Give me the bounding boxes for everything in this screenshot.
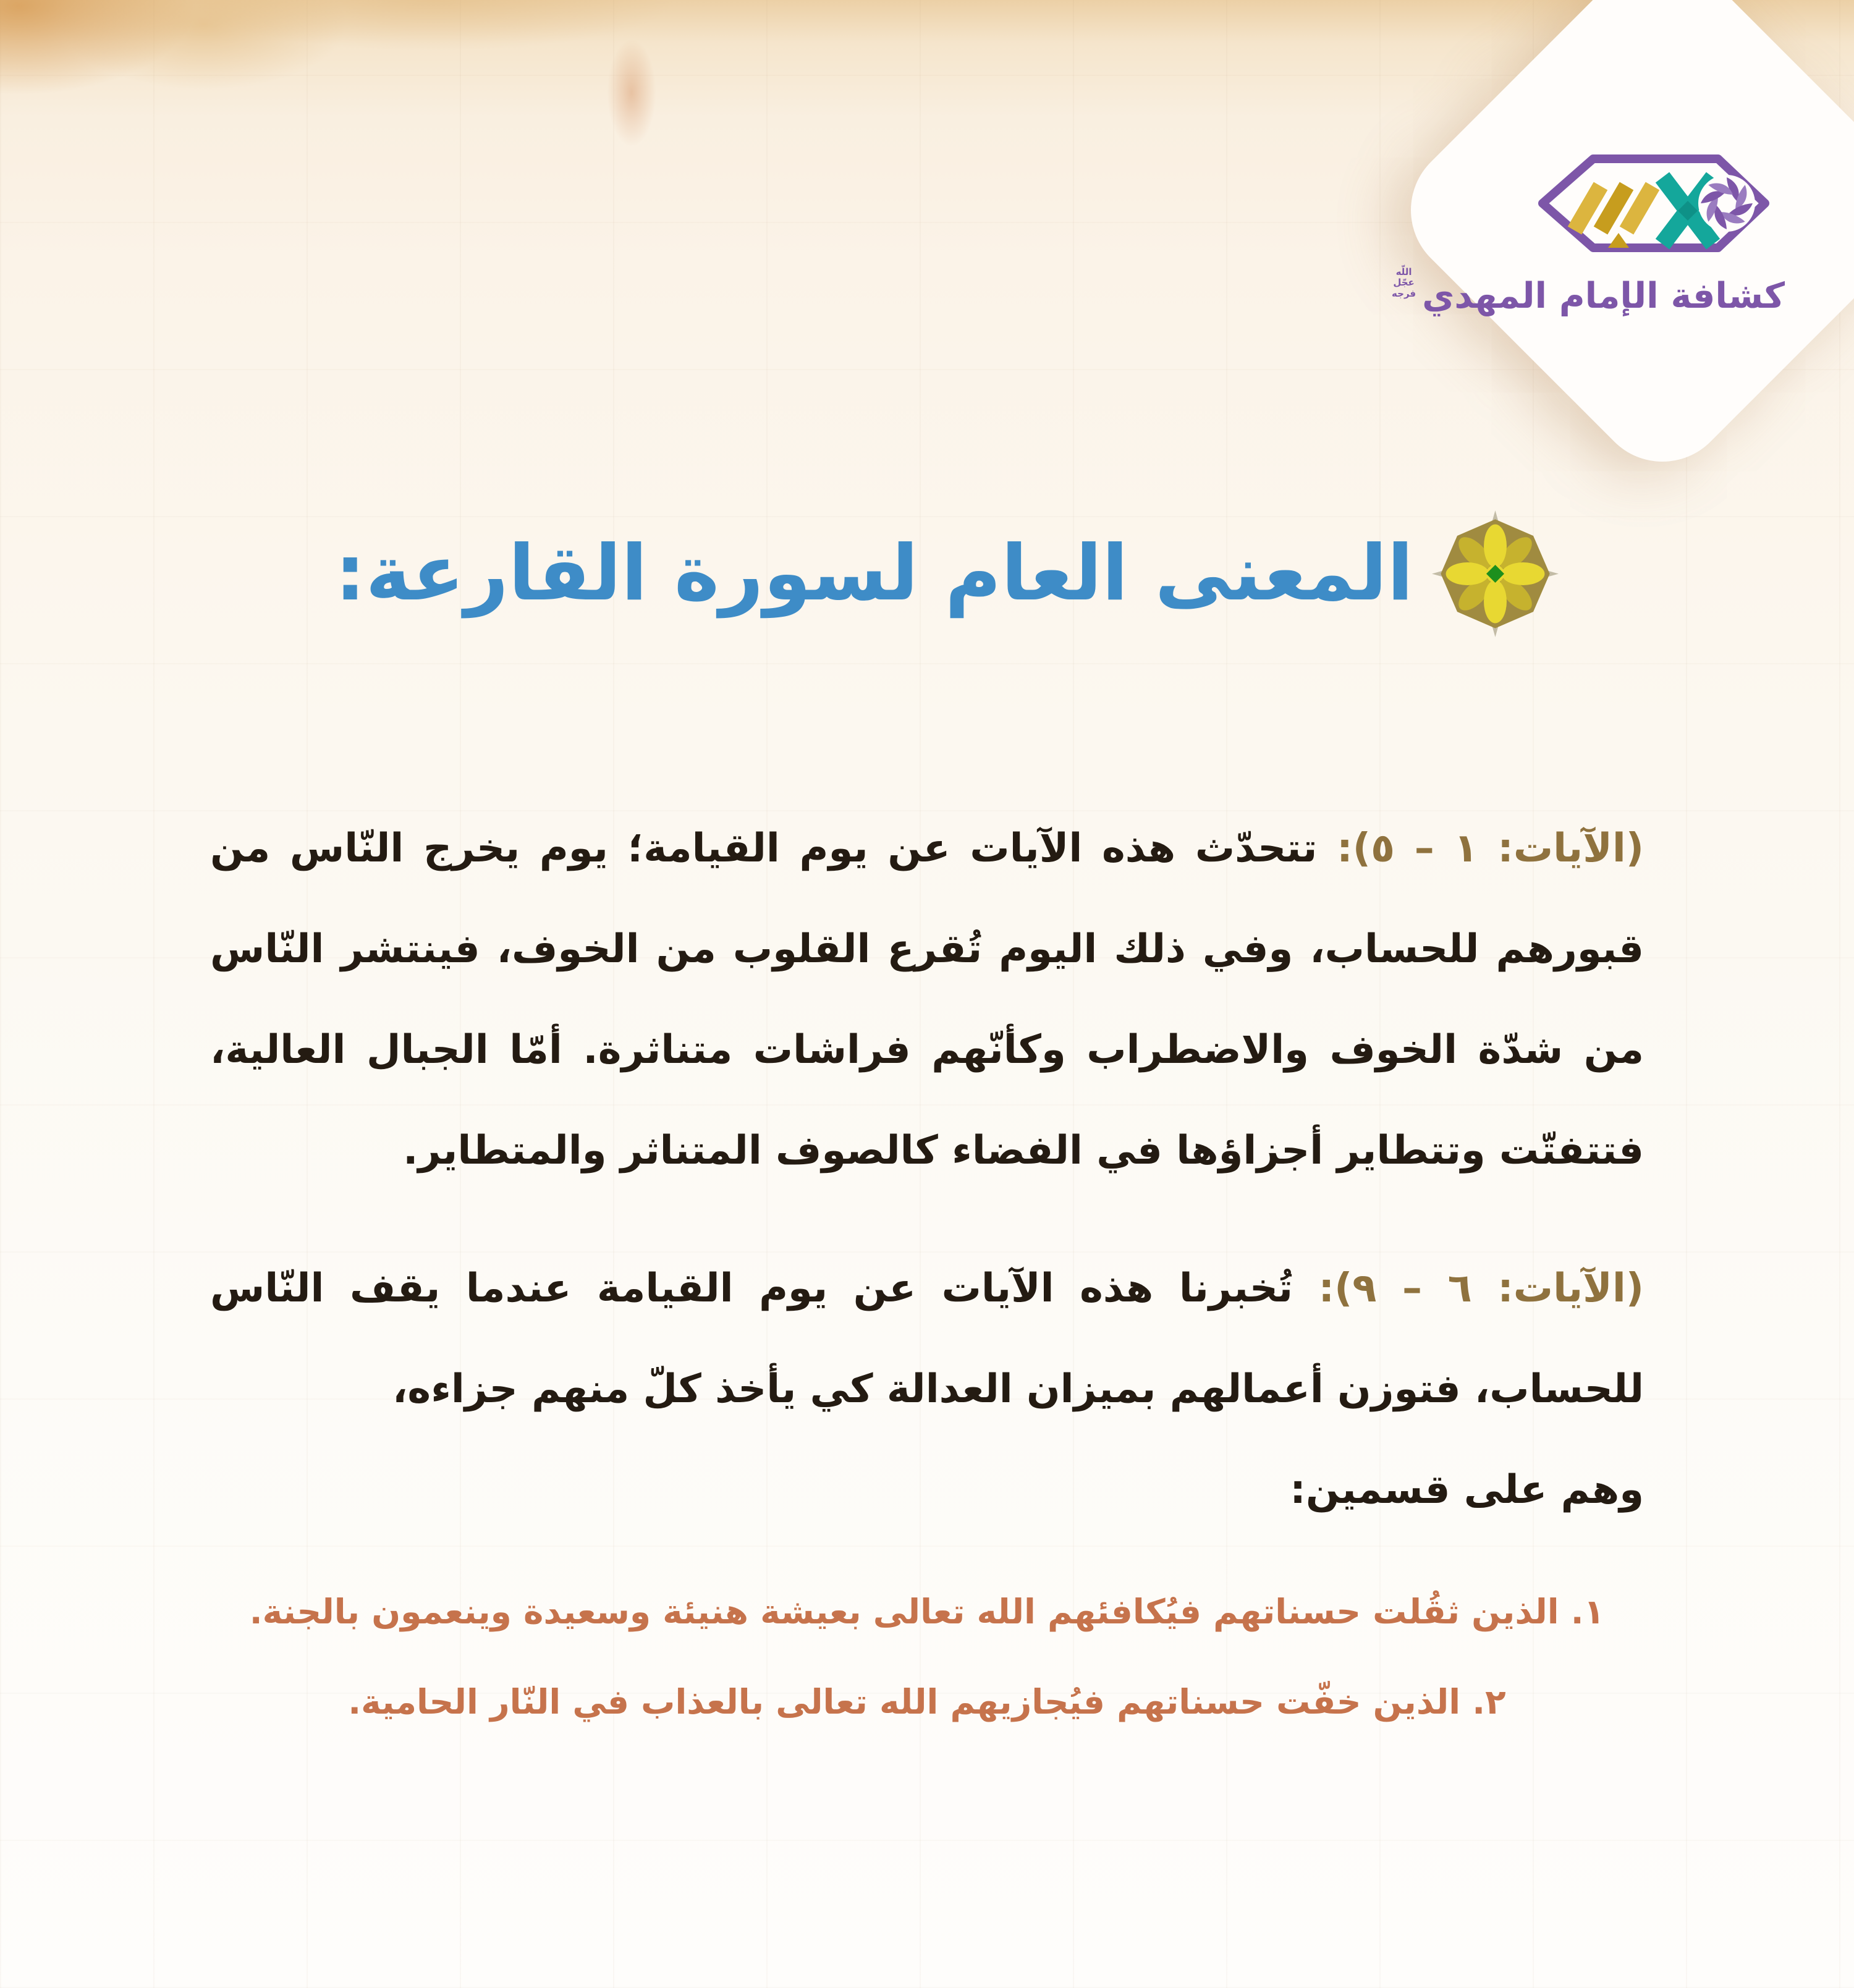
paragraph-text: تُخبرنا هذه الآيات عن يوم القيامة عندما يقف النّاس للحساب، فتوزن أعمالهم بميزان العدالة كي يأخذ كلّ منهم جزاءه، — [210, 1266, 1644, 1412]
scouts-logo-hexagon-icon — [1535, 150, 1772, 256]
honorific-mark — [1392, 267, 1416, 299]
section-heading — [222, 510, 1559, 637]
honorific-line: فرجه — [1392, 287, 1416, 299]
ornament-star-icon — [1432, 510, 1559, 637]
paragraph-tail-text: وهم على قسمين: — [1290, 1467, 1644, 1513]
honorific-line: عجّل — [1393, 277, 1415, 289]
list-item: ٢. الذين خفّت حسناتهم فيُجازيهم الله تعالى بالعذاب في النّار الحامية. — [348, 1682, 1506, 1722]
paragraph-verses-1-5 — [210, 798, 1644, 1201]
honorific-line: اللّه — [1395, 266, 1412, 277]
numbered-points-list — [210, 1567, 1644, 1747]
logo-swirl-icon — [1698, 175, 1755, 232]
list-item: ١. الذين ثقُلت حسناتهم فيُكافئهم الله تعالى بعيشة هنيئة وسعيدة وينعمون بالجنة. — [249, 1592, 1605, 1631]
paragraph-verses-6-9 — [210, 1238, 1644, 1541]
organization-name — [1392, 266, 1785, 316]
lesson-content — [210, 798, 1644, 1747]
verse-range-label: (الآيات: ١ – ٥): — [1337, 826, 1644, 871]
verse-range-label: (الآيات: ٦ – ٩): — [1318, 1266, 1644, 1311]
organization-name-text: كشافة الإمام المهدي — [1422, 276, 1785, 316]
paragraph-text: تتحدّث هذه الآيات عن يوم القيامة؛ يوم يخرج النّاس من قبورهم للحساب، وفي ذلك اليوم تُقرع القلوب من الخوف، فينتشر النّاس من شدّة الخوف والاضطراب وكأنّهم فراشات متناثرة. أمّا الجبال العالية، فتتفتّت وتتطاير أجزاؤها في الفضاء كالصوف المتناثر والمتطاير. — [210, 826, 1644, 1174]
page-title: المعنى العام لسورة القارعة: — [334, 529, 1413, 619]
